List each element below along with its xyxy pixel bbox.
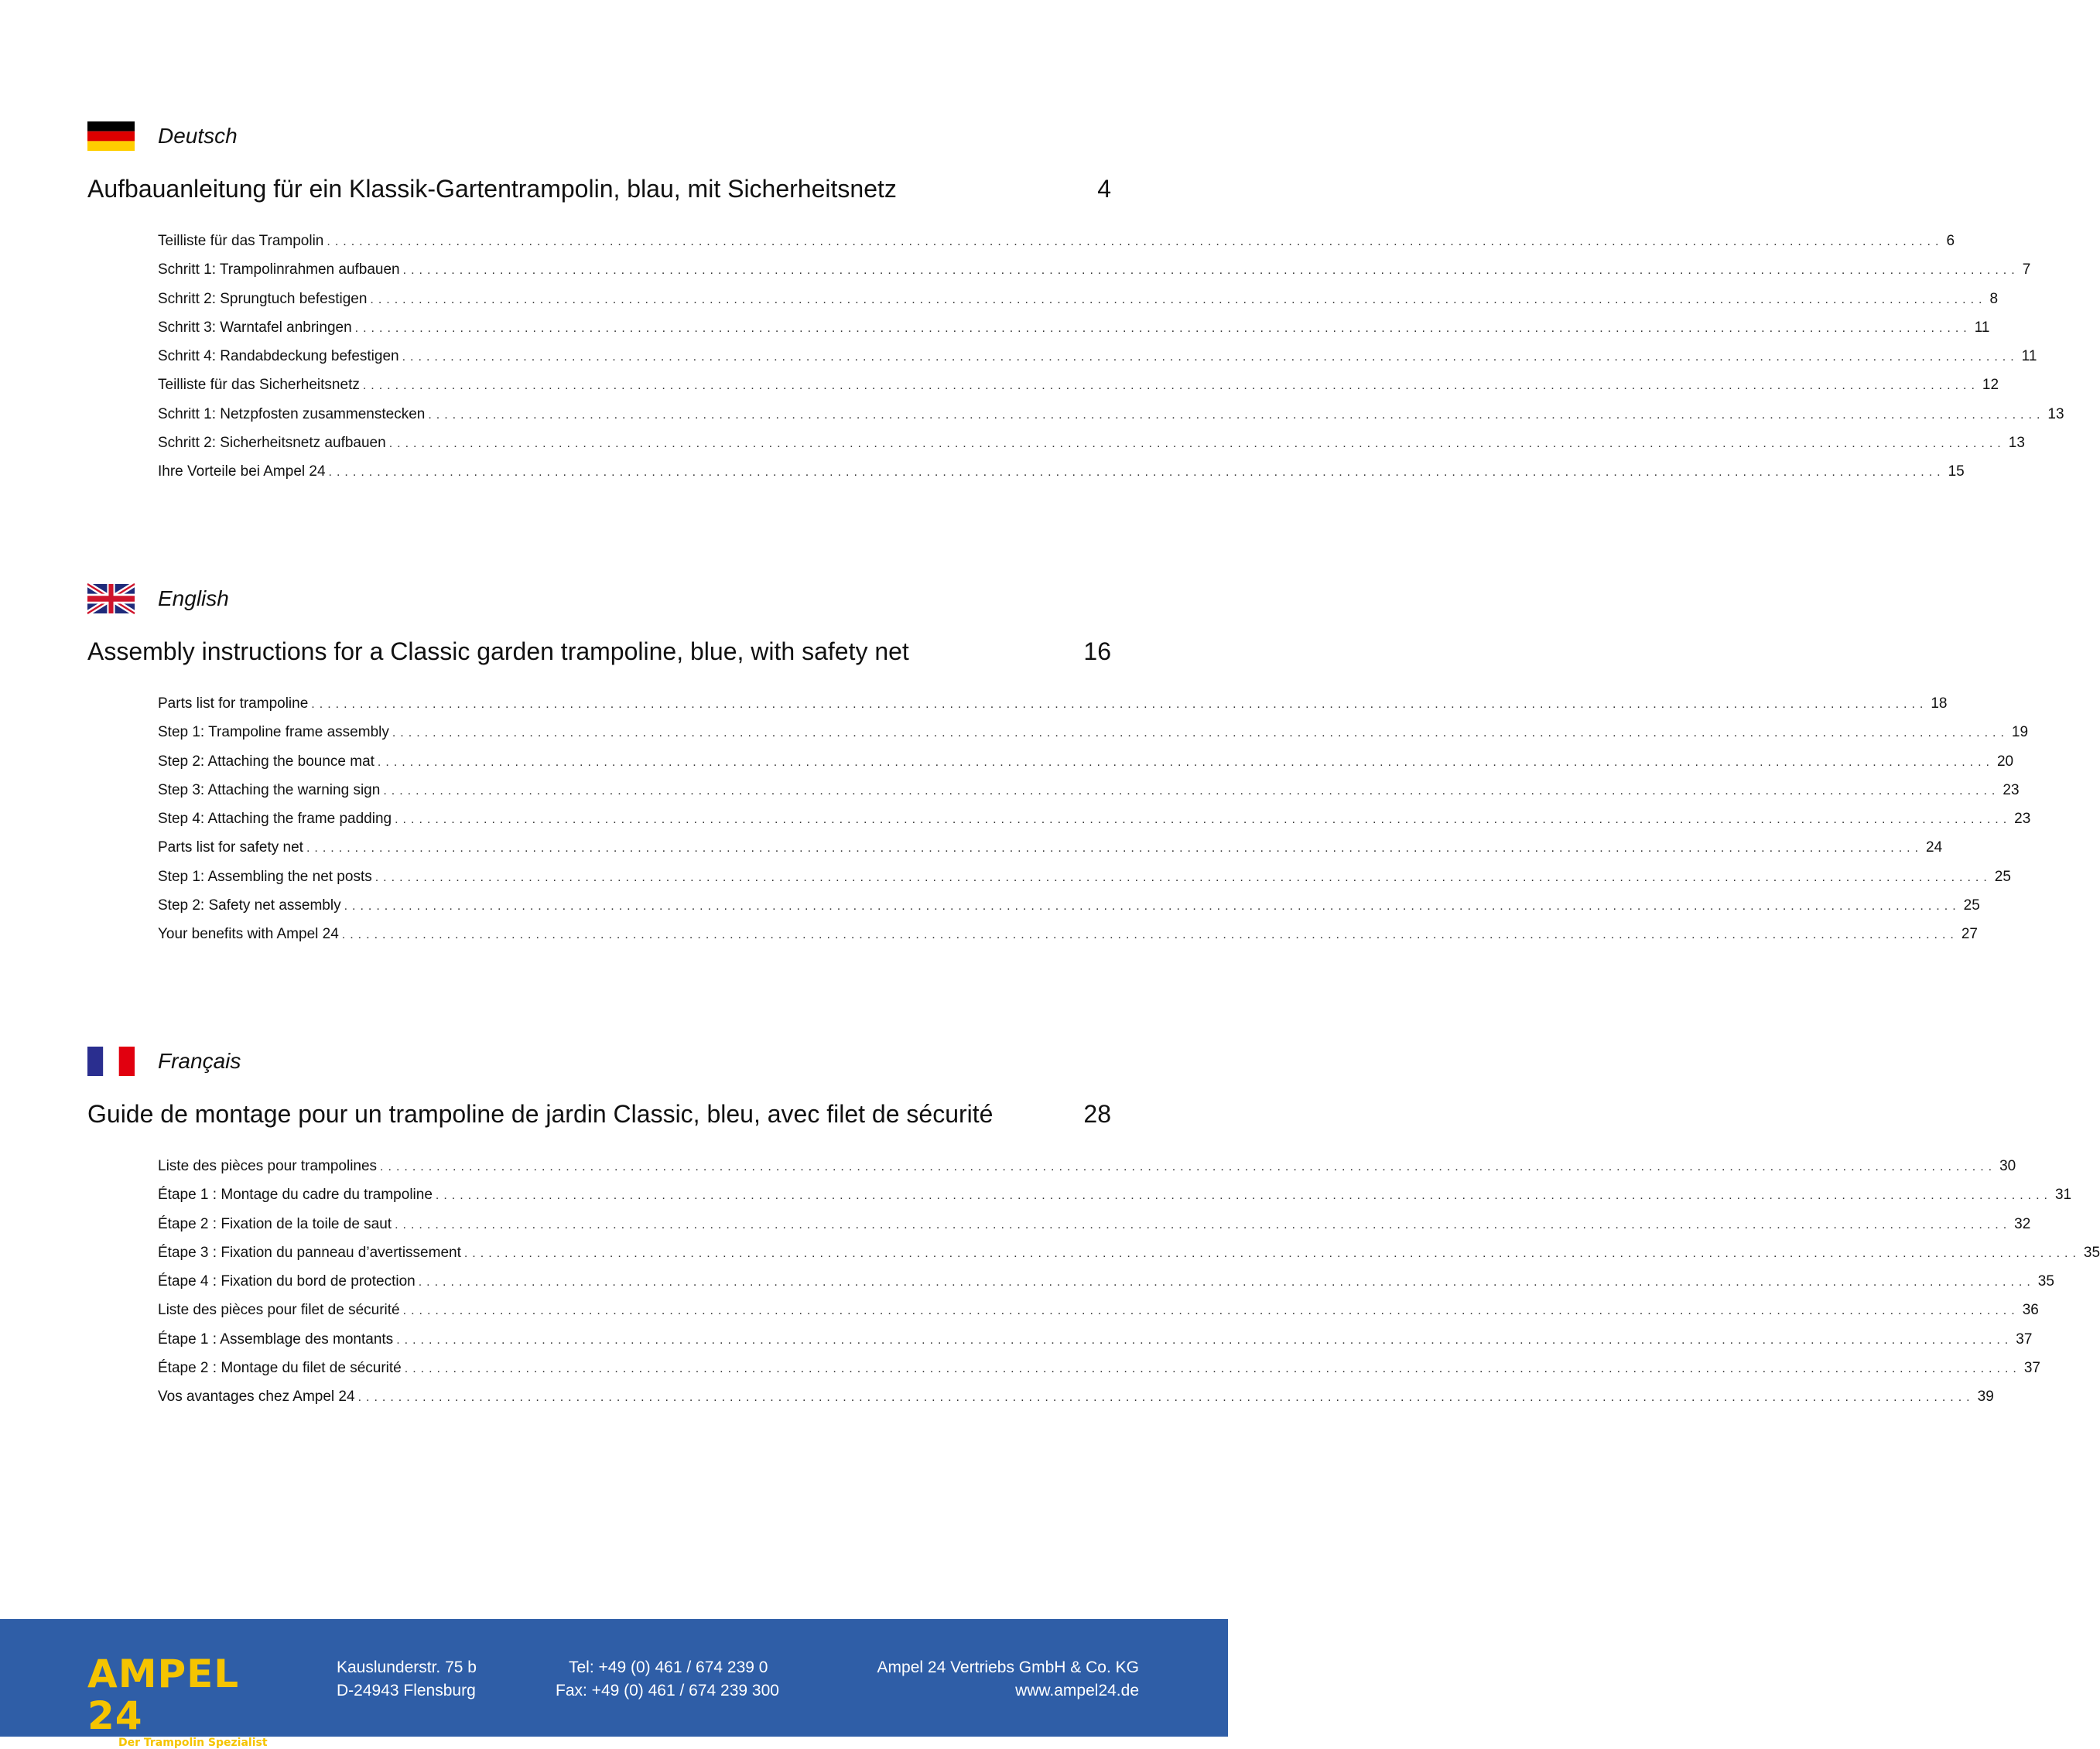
french-flag-icon (87, 1047, 135, 1076)
company-name: Ampel 24 Vertriebs GmbH & Co. KG (877, 1658, 1139, 1676)
toc-entry-label: Step 1: Trampoline frame assembly (158, 724, 389, 741)
section-heading[interactable] (87, 637, 1111, 666)
dot-leader: ........................................................................................................................................................................................................ (396, 1333, 2013, 1347)
toc-entry-label: Step 2: Attaching the bounce mat (158, 753, 375, 770)
toc-section-francais (87, 1046, 2100, 1418)
dot-leader: ........................................................................................................................................................................................................ (435, 1189, 2052, 1203)
toc-entry[interactable] (158, 290, 1999, 319)
toc-entry-page: 35 (2083, 1244, 2100, 1261)
toc-entry-label: Step 3: Attaching the warning sign (158, 781, 381, 798)
toc-entry-page: 13 (2047, 405, 2064, 422)
toc-entry-page: 36 (2022, 1302, 2039, 1319)
toc-entry-label: Étape 1 : Assemblage des montants (158, 1331, 394, 1348)
toc-entry[interactable] (158, 695, 1948, 724)
section-page-number: 4 (1097, 175, 1111, 203)
dot-leader: ........................................................................................................................................................................................................ (388, 437, 2006, 451)
section-heading[interactable] (87, 1100, 1111, 1129)
toc-entry[interactable] (158, 868, 2011, 897)
language-header (87, 583, 1111, 614)
dot-leader: ........................................................................................................................................................................................................ (341, 928, 1958, 942)
toc-entry[interactable] (158, 348, 2037, 377)
footer-contact (556, 1656, 779, 1703)
toc-entry[interactable] (158, 377, 1999, 405)
toc-entry-page: 11 (1974, 319, 1990, 336)
toc-entry-label: Étape 3 : Fixation du panneau d’avertissement (158, 1244, 461, 1261)
toc-entry[interactable] (158, 839, 1943, 868)
toc-entry-label: Étape 4 : Fixation du bord de protection (158, 1273, 416, 1290)
phone-number[interactable]: Tel: +49 (0) 461 / 674 239 0 (569, 1658, 768, 1676)
toc-entry-label: Schritt 3: Warntafel anbringen (158, 319, 352, 336)
toc-entry[interactable] (158, 1244, 2100, 1273)
toc-entry-page: 27 (1961, 926, 1978, 943)
dot-leader: ........................................................................................................................................................................................................ (354, 321, 1972, 335)
dot-leader: ........................................................................................................................................................................................................ (311, 698, 1928, 711)
toc-entry-page: 37 (2023, 1360, 2040, 1377)
website-link[interactable]: www.ampel24.de (1015, 1682, 1139, 1699)
toc-entry-page: 7 (2022, 261, 2031, 278)
address-city: D-24943 Flensburg (337, 1682, 476, 1699)
toc-entry[interactable] (158, 319, 1990, 348)
toc-entry-page: 35 (2037, 1273, 2054, 1290)
toc-entry-label: Your benefits with Ampel 24 (158, 926, 339, 943)
dot-leader: ........................................................................................................................................................................................................ (377, 755, 1994, 769)
toc-entry-label: Schritt 2: Sicherheitsnetz aufbauen (158, 435, 386, 452)
toc-entry[interactable] (158, 724, 2029, 753)
dot-leader: ........................................................................................................................................................................................................ (402, 1304, 2020, 1318)
toc-entry-label: Schritt 4: Randabdeckung befestigen (158, 348, 399, 365)
toc-section-deutsch (87, 121, 2064, 493)
dot-leader: ........................................................................................................................................................................................................ (306, 842, 1924, 856)
toc-entry-page: 11 (2021, 348, 2037, 365)
toc-entry-label: Étape 2 : Montage du filet de sécurité (158, 1360, 402, 1377)
language-header (87, 1046, 1111, 1077)
toc-entry[interactable] (158, 926, 1978, 955)
section-page-number: 16 (1083, 637, 1111, 665)
toc-entry-page: 37 (2016, 1331, 2033, 1348)
dot-leader: ........................................................................................................................................................................................................ (402, 350, 2019, 364)
footer-address (337, 1656, 477, 1703)
toc-entry-page: 30 (1999, 1158, 2016, 1174)
toc-entry-page: 6 (1946, 233, 1955, 249)
toc-list (158, 233, 2064, 493)
dot-leader: ........................................................................................................................................................................................................ (327, 235, 1944, 248)
logo-tagline: Der Trampolin Spezialist (118, 1737, 268, 1749)
dot-leader: ........................................................................................................................................................................................................ (328, 466, 1945, 480)
toc-entry-page: 24 (1926, 839, 1943, 856)
toc-entry[interactable] (158, 753, 2014, 782)
toc-entry[interactable] (158, 1331, 2033, 1360)
language-header (87, 121, 1111, 152)
toc-entry[interactable] (158, 1215, 2031, 1245)
toc-entry-page: 18 (1931, 695, 1948, 712)
toc-list (158, 1158, 2100, 1418)
toc-entry-page: 23 (2003, 781, 2020, 798)
toc-entry-label: Étape 2 : Fixation de la toile de saut (158, 1215, 392, 1232)
footer (0, 1619, 1228, 1749)
toc-entry[interactable] (158, 1360, 2040, 1389)
toc-entry[interactable] (158, 261, 2031, 290)
dot-leader: ........................................................................................................................................................................................................ (344, 900, 1961, 914)
section-title: Assembly instructions for a Classic garden trampoline, blue, with safety net (87, 637, 909, 665)
toc-entry-label: Parts list for safety net (158, 839, 303, 856)
section-title: Guide de montage pour un trampoline de jardin Classic, bleu, avec filet de sécurité (87, 1100, 994, 1128)
toc-entry-label: Step 4: Attaching the frame padding (158, 811, 392, 828)
toc-entry-label: Liste des pièces pour trampolines (158, 1158, 378, 1174)
toc-list (158, 695, 2031, 955)
footer-company (877, 1656, 1139, 1703)
toc-entry-page: 25 (1994, 868, 2011, 885)
toc-entry-page: 13 (2008, 435, 2025, 452)
language-name: Deutsch (158, 124, 238, 148)
dot-leader: ........................................................................................................................................................................................................ (392, 726, 2009, 740)
toc-entry-label: Teilliste für das Trampolin (158, 233, 324, 249)
toc-entry-page: 20 (1996, 753, 2014, 770)
toc-entry-label: Schritt 1: Netzpfosten zusammenstecken (158, 405, 426, 422)
address-street: Kauslunderstr. 75 b (337, 1658, 477, 1676)
toc-entry-page: 12 (1982, 377, 1999, 394)
toc-entry-page: 23 (2014, 811, 2031, 828)
toc-entry-page: 25 (1963, 897, 1980, 914)
toc-entry-page: 32 (2014, 1215, 2031, 1232)
toc-entry[interactable] (158, 1187, 2072, 1215)
dot-leader: ........................................................................................................................................................................................................ (402, 264, 2020, 278)
dot-leader: ........................................................................................................................................................................................................ (357, 1391, 1975, 1405)
toc-entry[interactable] (158, 1389, 1994, 1417)
toc-entry[interactable] (158, 781, 2020, 811)
logo-text: AMPEL 24 (87, 1652, 240, 1738)
language-name: English (158, 586, 229, 610)
section-heading[interactable] (87, 175, 1111, 203)
toc-entry[interactable] (158, 897, 1980, 926)
toc-entry-label: Vos avantages chez Ampel 24 (158, 1389, 355, 1406)
toc-entry-label: Schritt 1: Trampolinrahmen aufbauen (158, 261, 400, 278)
section-page-number: 28 (1083, 1100, 1111, 1128)
toc-entry[interactable] (158, 1302, 2039, 1331)
dot-leader: ........................................................................................................................................................................................................ (370, 292, 1987, 306)
ampel24-logo[interactable] (87, 1652, 296, 1749)
toc-entry-page: 8 (1989, 290, 1999, 307)
dot-leader: ........................................................................................................................................................................................................ (404, 1362, 2021, 1376)
dot-leader: ........................................................................................................................................................................................................ (380, 1160, 1997, 1173)
toc-entry-label: Étape 1 : Montage du cadre du trampoline (158, 1187, 433, 1204)
dot-leader: ........................................................................................................................................................................................................ (383, 784, 2000, 798)
toc-entry-label: Parts list for trampoline (158, 695, 309, 712)
toc-entry-label: Liste des pièces pour filet de sécurité (158, 1302, 400, 1319)
german-flag-icon (87, 121, 135, 151)
section-title: Aufbauanleitung für ein Klassik-Gartentrampolin, blau, mit Sicherheitsnetz (87, 175, 897, 203)
dot-leader: ........................................................................................................................................................................................................ (375, 870, 1992, 884)
toc-entry-page: 19 (2011, 724, 2029, 741)
toc-entry[interactable] (158, 405, 2064, 435)
fax-number: Fax: +49 (0) 461 / 674 239 300 (556, 1682, 779, 1699)
dot-leader: ........................................................................................................................................................................................................ (418, 1276, 2035, 1290)
dot-leader: ........................................................................................................................................................................................................ (395, 1218, 2012, 1231)
toc-entry-label: Step 1: Assembling the net posts (158, 868, 372, 885)
toc-entry[interactable] (158, 233, 1955, 261)
dot-leader: ........................................................................................................................................................................................................ (463, 1246, 2081, 1260)
dot-leader: ........................................................................................................................................................................................................ (362, 379, 1979, 393)
toc-entry-page: 15 (1948, 463, 1965, 480)
uk-flag-icon (87, 584, 135, 613)
toc-section-english (87, 583, 2031, 955)
toc-entry[interactable] (158, 435, 2025, 463)
toc-entry[interactable] (158, 463, 1965, 492)
toc-entry-label: Teilliste für das Sicherheitsnetz (158, 377, 360, 394)
toc-entry[interactable] (158, 1273, 2054, 1302)
toc-entry-page: 39 (1977, 1389, 1994, 1406)
toc-entry[interactable] (158, 811, 2031, 839)
toc-entry[interactable] (158, 1158, 2016, 1187)
dot-leader: ........................................................................................................................................................................................................ (428, 408, 2045, 422)
toc-entry-label: Ihre Vorteile bei Ampel 24 (158, 463, 326, 480)
toc-entry-label: Step 2: Safety net assembly (158, 897, 341, 914)
language-name: Français (158, 1049, 241, 1073)
dot-leader: ........................................................................................................................................................................................................ (395, 813, 2012, 827)
toc-entry-label: Schritt 2: Sprungtuch befestigen (158, 290, 368, 307)
toc-entry-page: 31 (2054, 1187, 2072, 1204)
